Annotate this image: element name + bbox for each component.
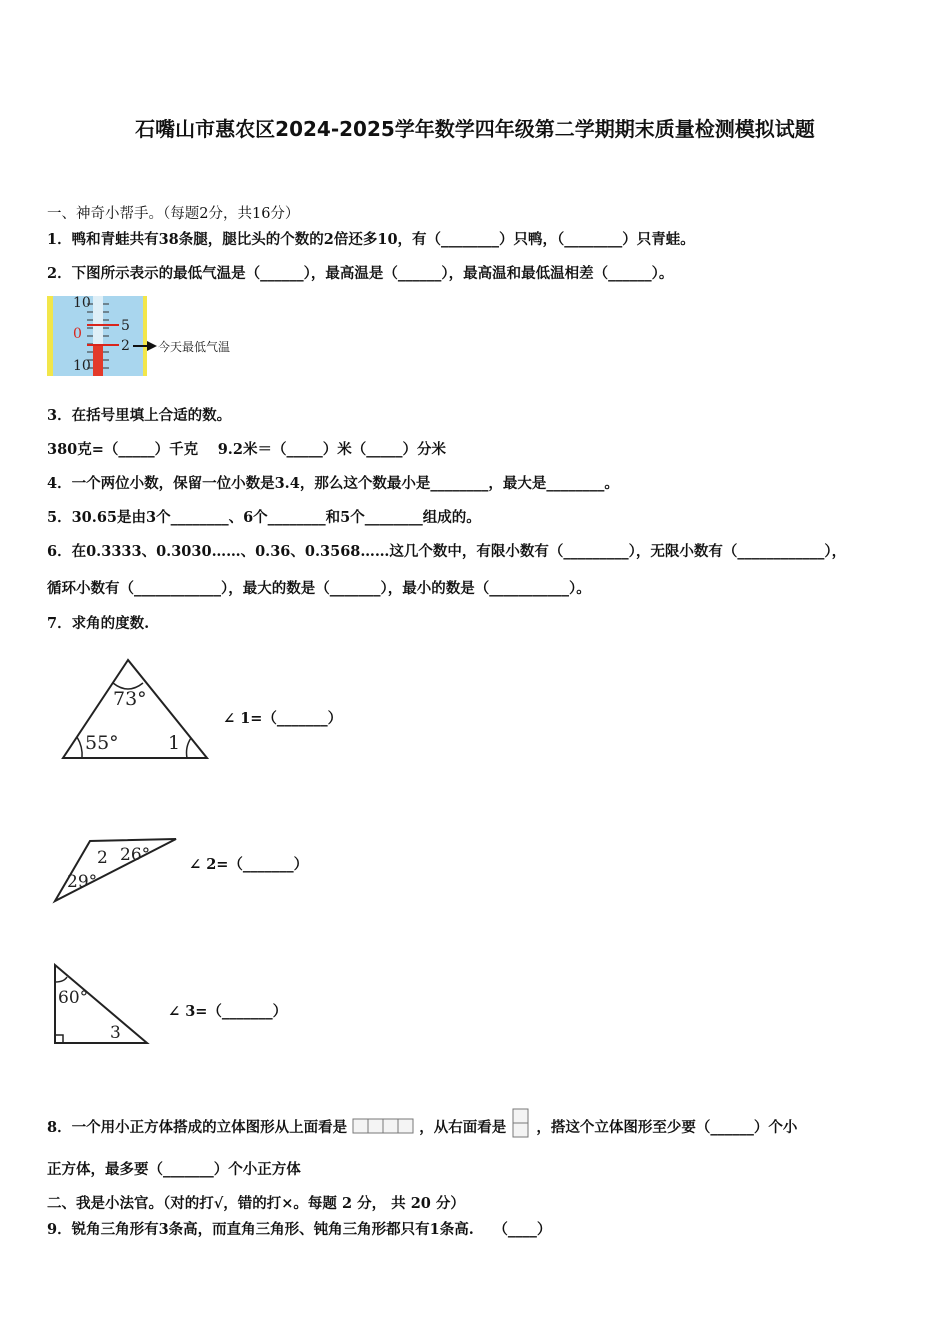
scale-zero-label: 0 — [73, 326, 82, 342]
arrow-icon — [147, 341, 157, 351]
section-1-heading: 一、神奇小帮手。（每题2分，共16分） — [47, 206, 300, 222]
question-4: 4．一个两位小数，保留一位小数是3.4，那么这个数最小是________，最大是________。 — [47, 475, 619, 492]
question-8-line-1 — [47, 1108, 797, 1138]
question-7: 7．求角的度数. — [47, 615, 150, 632]
question-5: 5．30.65是由3个________、6个________和5个________组成的。 — [47, 509, 481, 526]
high-mark-label: 5 — [121, 318, 130, 334]
angle-1-label: 1 — [168, 732, 181, 754]
angle-2-answer: ∠ 2=（_______） — [189, 856, 309, 873]
scale-top-label: 10 — [73, 295, 91, 311]
top-view-icon — [352, 1117, 414, 1135]
question-8-line-2: 正方体，最多要（_______）个小正方体 — [47, 1161, 301, 1178]
question-8-part-2: ，从右面看是 — [419, 1119, 507, 1136]
angle-29-label: 29° — [67, 872, 98, 892]
triangle-1-figure — [55, 655, 215, 765]
triangle-2-figure — [52, 835, 182, 905]
question-9: 9．锐角三角形有3条高，而直角三角形、钝角三角形都只有1条高. （____） — [47, 1221, 552, 1238]
section-2-heading: 二、我是小法官。（对的打√，错的打×。每题 2 分， 共 20 分） — [47, 1195, 465, 1212]
angle-73-label: 73° — [113, 688, 147, 710]
scale-bottom-label: 10 — [73, 358, 91, 374]
question-8-part-1: 8．一个用小正方体搭成的立体图形从上面看是 — [47, 1119, 348, 1136]
angle-26-label: 26° — [120, 845, 151, 865]
question-3-blanks: 380克=（_____）千克 9.2米＝（_____）米（_____）分米 — [47, 441, 446, 458]
question-2: 2．下图所示表示的最低气温是（______），最高温是（______），最高温和最低温相差（______）。 — [47, 265, 674, 282]
angle-3-answer: ∠ 3=（_______） — [168, 1003, 288, 1020]
thermometer-caption: 今天最低气温 — [158, 340, 231, 354]
angle-3-label: 3 — [110, 1023, 121, 1043]
question-6-line-2: 循环小数有（____________），最大的数是（_______），最小的数是（___________）。 — [47, 580, 591, 597]
angle-55-label: 55° — [85, 732, 119, 754]
mercury-column — [93, 344, 103, 376]
question-8-part-3: ，搭这个立体图形至少要（______）个小 — [536, 1119, 798, 1136]
right-angle-mark — [55, 1035, 63, 1043]
question-3: 3．在括号里填上合适的数。 — [47, 407, 232, 424]
right-view-icon — [511, 1108, 531, 1138]
triangle-3-figure — [50, 960, 160, 1050]
thermometer-figure — [47, 294, 247, 378]
angle-60-label: 60° — [58, 988, 89, 1008]
question-1: 1．鸭和青蛙共有38条腿，腿比头的个数的2倍还多10，有（________）只鸭，（________）只青蛙。 — [47, 231, 695, 248]
question-6-line-1: 6．在0.3333、0.3030……、0.36、0.3568……这几个数中，有限小数有（_________），无限小数有（____________）， — [47, 543, 847, 560]
page-title: 石嘴山市惠农区2024-2025学年数学四年级第二学期期末质量检测模拟试题 — [135, 117, 815, 141]
low-mark-label: 2 — [121, 338, 130, 354]
angle-2-label: 2 — [97, 848, 108, 868]
angle-1-answer: ∠ 1=（_______） — [223, 710, 343, 727]
